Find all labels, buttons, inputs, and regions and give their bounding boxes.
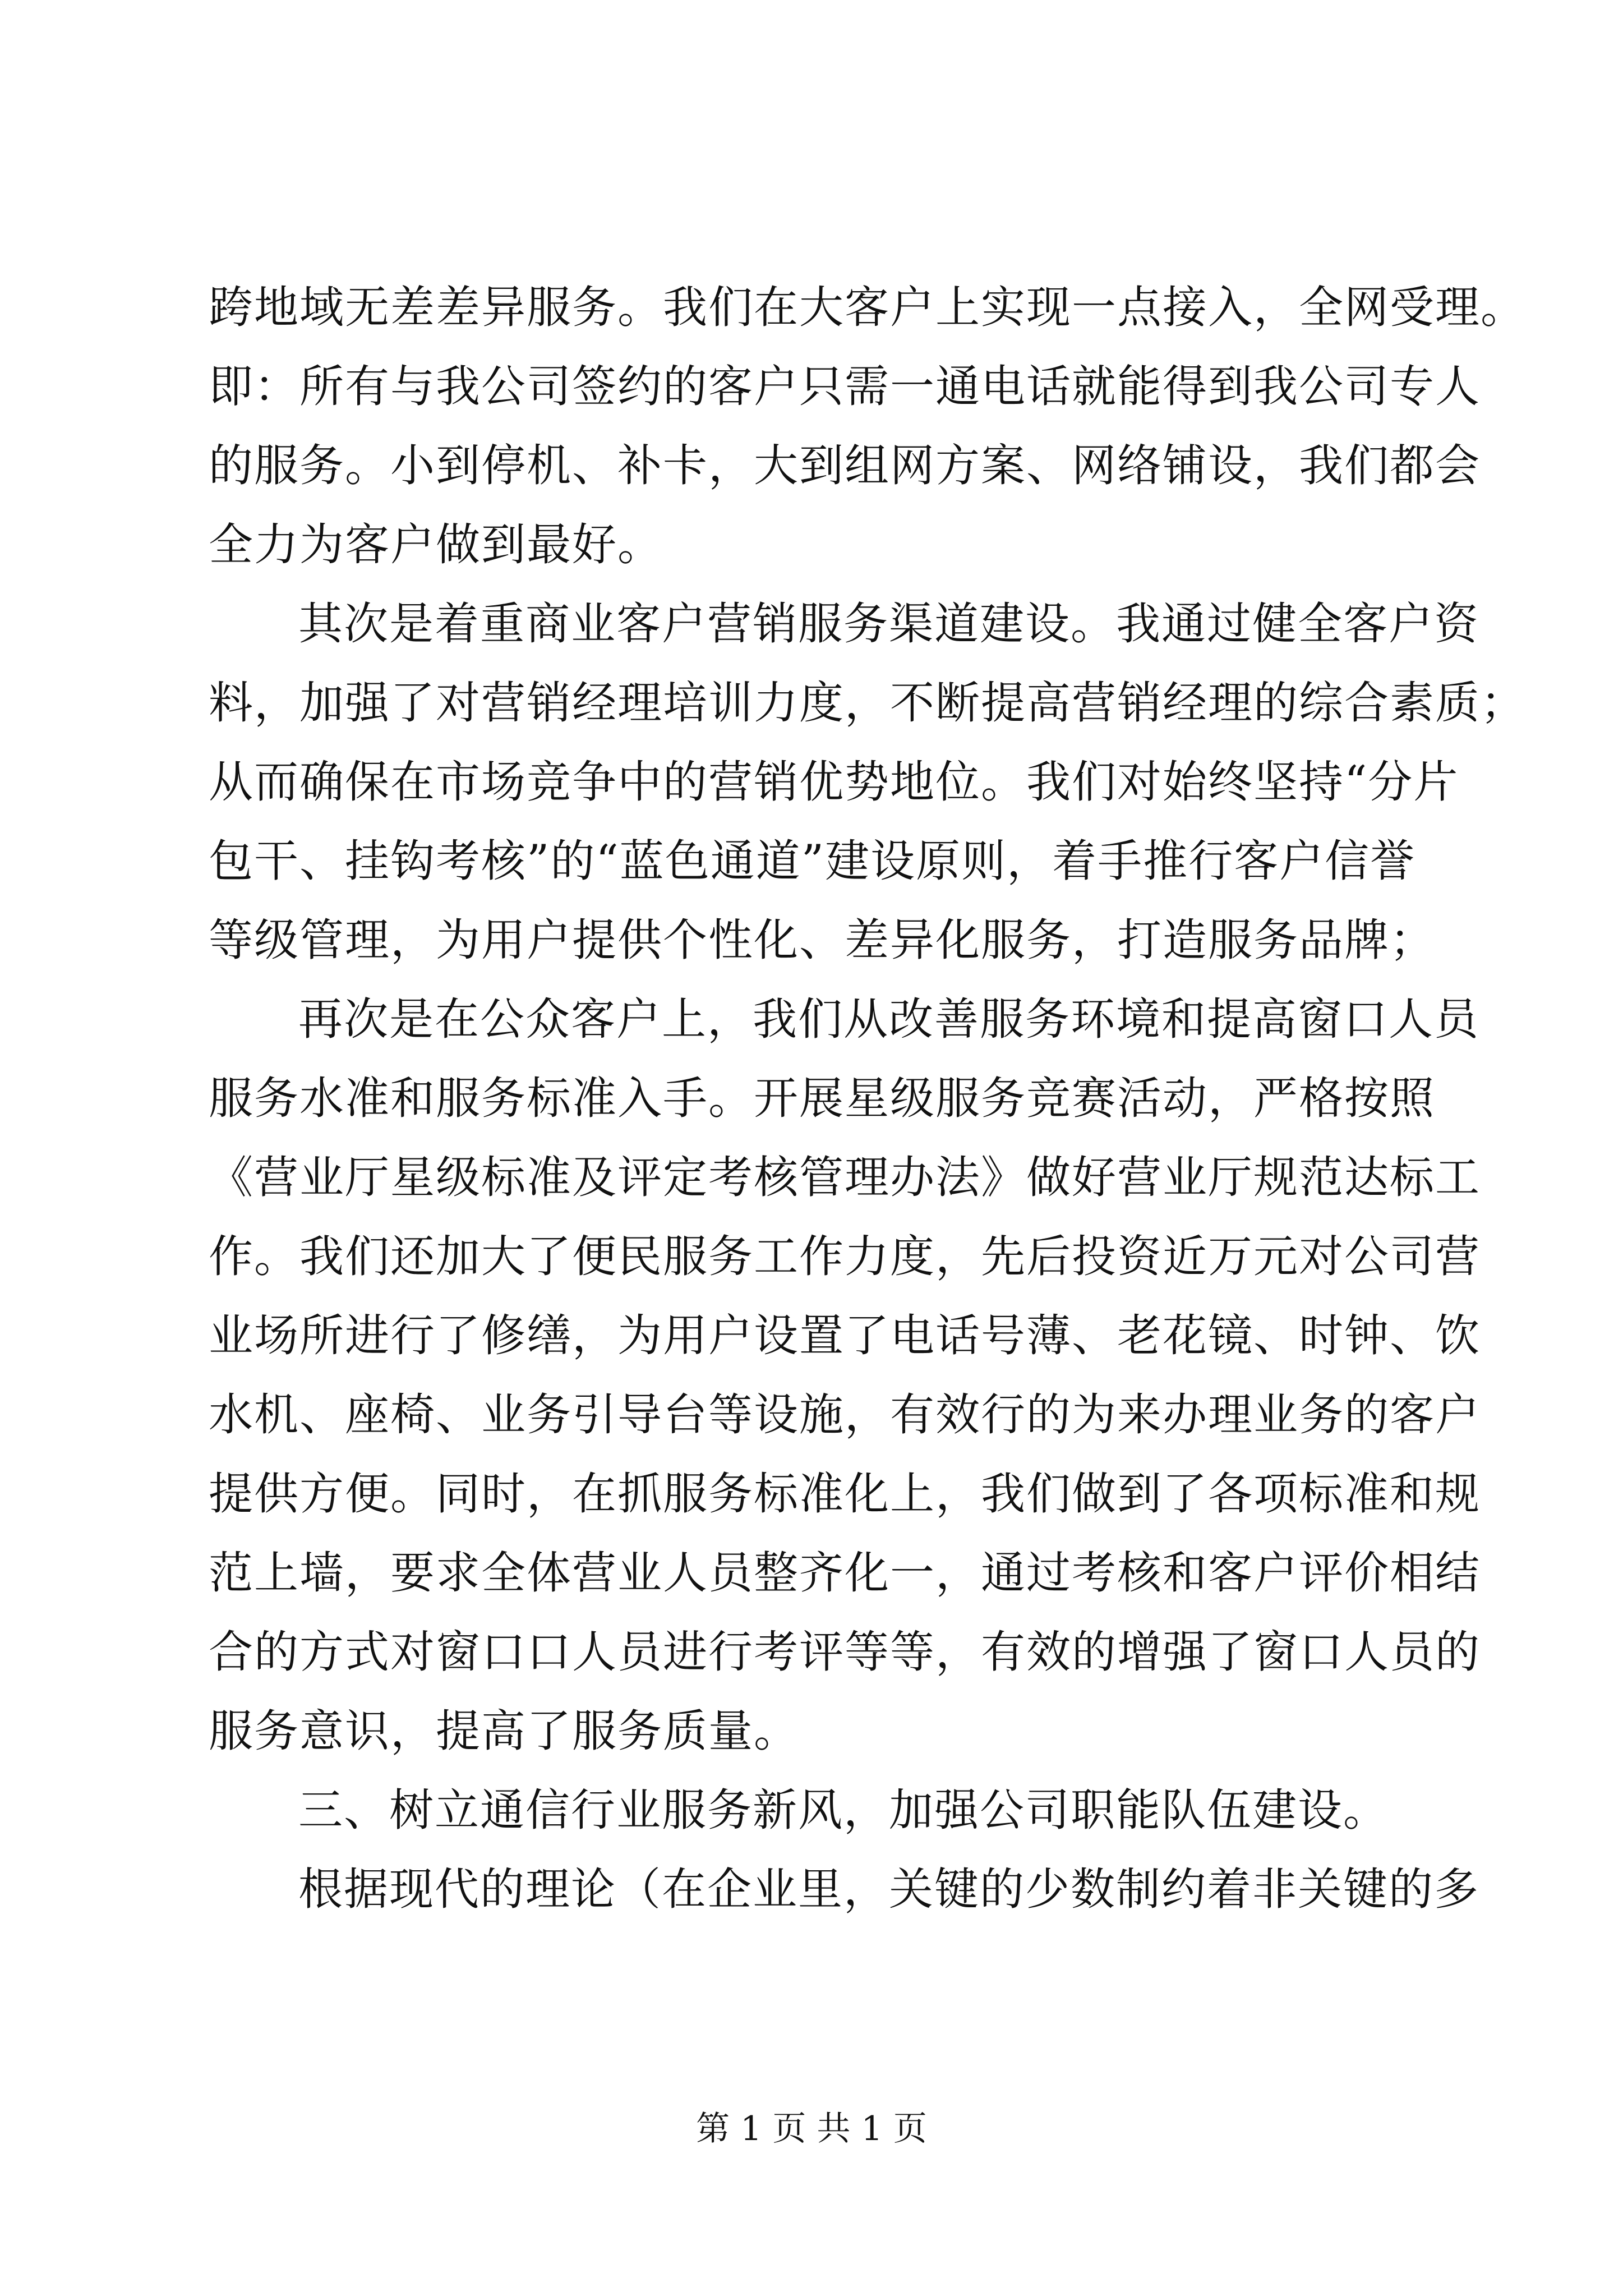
- text-line: 跨地域无差差异服务。我们在大客户上实现一点接入，全网受理。: [209, 282, 1526, 333]
- text-line: 料，加强了对营销经理培训力度，不断提高营销经理的综合素质；: [209, 677, 1526, 729]
- text-line: 的服务。小到停机、补卡，大到组网方案、网络铺设，我们都会: [209, 440, 1481, 491]
- page-number-label: 第 1 页 共 1 页: [696, 2109, 927, 2148]
- text-line: 业场所进行了修缮，为用户设置了电话号薄、老花镜、时钟、饮: [209, 1310, 1481, 1361]
- text-line: 从而确保在市场竞争中的营销优势地位。我们对始终坚持“分片: [209, 756, 1459, 808]
- text-line: 作。我们还加大了便民服务工作力度，先后投资近万元对公司营: [209, 1231, 1481, 1282]
- text-line: 全力为客户做到最好。: [209, 519, 663, 570]
- text-line: 等级管理，为用户提供个性化、差异化服务，打造服务品牌；: [209, 914, 1435, 966]
- section-heading: 三、树立通信行业服务新风，加强公司职能队伍建设。: [298, 1784, 1389, 1836]
- text-line: 根据现代的理论（在企业里，关键的少数制约着非关键的多: [298, 1864, 1479, 1915]
- page-footer: [0, 2106, 1623, 2151]
- text-line: 提供方便。同时，在抓服务标准化上，我们做到了各项标准和规: [209, 1468, 1481, 1520]
- text-line: 水机、座椅、业务引导台等设施，有效行的为来办理业务的客户: [209, 1389, 1481, 1441]
- document-body: [209, 268, 1526, 1929]
- text-line: 再次是在公众客户上，我们从改善服务环境和提高窗口人员: [298, 993, 1479, 1045]
- text-line: 服务意识，提高了服务质量。: [209, 1705, 799, 1757]
- text-line: 合的方式对窗口口人员进行考评等等，有效的增强了窗口人员的: [209, 1626, 1481, 1678]
- text-line: 服务水准和服务标准入手。开展星级服务竞赛活动，严格按照: [209, 1073, 1435, 1124]
- text-line: 包干、挂钩考核”的“蓝色通道”建设原则，着手推行客户信誉: [209, 835, 1416, 887]
- text-line: 范上墙，要求全体营业人员整齐化一，通过考核和客户评价相结: [209, 1547, 1481, 1599]
- text-line: 即：所有与我公司签约的客户只需一通电话就能得到我公司专人: [209, 361, 1481, 412]
- text-line: 《营业厅星级标准及评定考核管理办法》做好营业厅规范达标工: [209, 1152, 1481, 1203]
- text-line: 其次是着重商业客户营销服务渠道建设。我通过健全客户资: [298, 598, 1479, 650]
